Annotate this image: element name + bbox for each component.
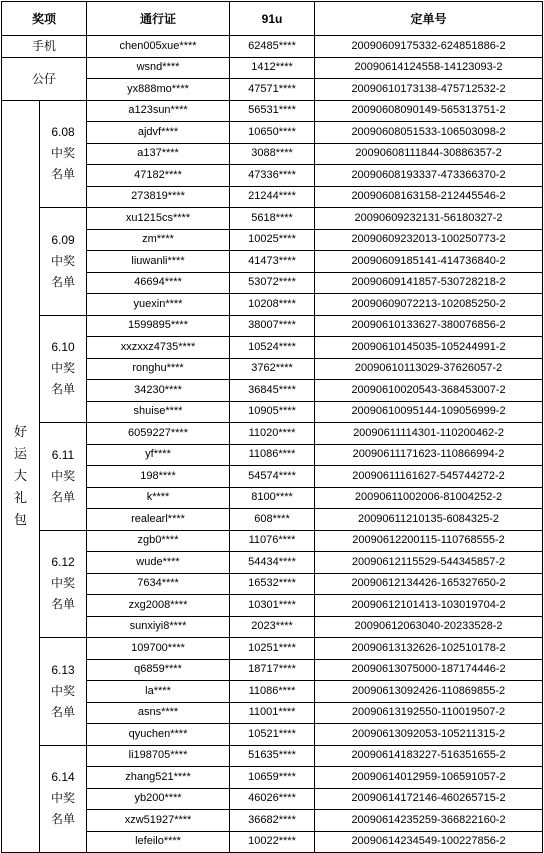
passport-cell: 46694**** — [87, 272, 230, 294]
prize-cell: 手机 — [2, 36, 87, 58]
day-date: 6.13 — [51, 662, 75, 677]
u91-cell: 11001**** — [230, 702, 315, 724]
passport-cell: 198**** — [87, 466, 230, 488]
order-number-cell: 20090611161627-545744272-2 — [315, 466, 543, 488]
order-number-cell: 20090609072213-102085250-2 — [315, 294, 543, 316]
order-number-cell: 20090611002006-81004252-2 — [315, 487, 543, 509]
u91-cell: 36845**** — [230, 380, 315, 402]
order-number-cell: 20090614124558-14123093-2 — [315, 57, 543, 79]
order-number-cell: 20090610113029-37626057-2 — [315, 358, 543, 380]
passport-cell: a137**** — [87, 143, 230, 165]
u91-cell: 608**** — [230, 509, 315, 531]
day-label-cell — [40, 100, 87, 208]
table-row — [2, 638, 543, 660]
day-date: 6.09 — [51, 232, 75, 247]
u91-cell: 3762**** — [230, 358, 315, 380]
order-number-cell: 20090613075000-187174446-2 — [315, 659, 543, 681]
order-number-cell: 20090614183227-516351655-2 — [315, 745, 543, 767]
day-date: 6.12 — [51, 555, 75, 570]
day-label-cell — [40, 745, 87, 853]
day-date: 6.14 — [51, 770, 75, 785]
u91-cell: 11086**** — [230, 444, 315, 466]
passport-cell: 47182**** — [87, 165, 230, 187]
order-number-cell: 20090609185141-414736840-2 — [315, 251, 543, 273]
table-row — [2, 745, 543, 767]
passport-cell: yf**** — [87, 444, 230, 466]
passport-cell: liuwanli**** — [87, 251, 230, 273]
u91-cell: 38007**** — [230, 315, 315, 337]
u91-cell: 54434**** — [230, 552, 315, 574]
passport-cell: lefeilo**** — [87, 831, 230, 853]
u91-cell: 10659**** — [230, 767, 315, 789]
passport-cell: 6059227**** — [87, 423, 230, 445]
u91-cell: 54574**** — [230, 466, 315, 488]
order-number-cell: 20090610133627-380076856-2 — [315, 315, 543, 337]
order-number-cell: 20090609232013-100250773-2 — [315, 229, 543, 251]
u91-cell: 10301**** — [230, 595, 315, 617]
u91-cell: 41473**** — [230, 251, 315, 273]
order-number-cell: 20090610020543-368453007-2 — [315, 380, 543, 402]
u91-cell: 47336**** — [230, 165, 315, 187]
order-number-cell: 20090613092426-110869855-2 — [315, 681, 543, 703]
day-line3: 名单 — [51, 489, 76, 504]
day-line2: 中奖 — [51, 468, 76, 483]
passport-cell: q6859**** — [87, 659, 230, 681]
passport-cell: ajdvf**** — [87, 122, 230, 144]
prize-char: 运 — [13, 446, 27, 462]
day-line2: 中奖 — [51, 576, 76, 591]
order-number-cell: 20090612063040-20233528-2 — [315, 616, 543, 638]
passport-cell: 109700**** — [87, 638, 230, 660]
order-number-cell: 20090614235259-366822160-2 — [315, 810, 543, 832]
order-number-cell: 20090612134426-165327650-2 — [315, 573, 543, 595]
passport-cell: xu1215cs**** — [87, 208, 230, 230]
passport-cell: 1599895**** — [87, 315, 230, 337]
passport-cell: 7634**** — [87, 573, 230, 595]
passport-cell: zm**** — [87, 229, 230, 251]
order-number-cell: 20090610095144-109056999-2 — [315, 401, 543, 423]
prize-cell: 公仔 — [2, 57, 87, 100]
passport-cell: xxzxxz4735**** — [87, 337, 230, 359]
passport-cell: li198705**** — [87, 745, 230, 767]
day-line3: 名单 — [51, 382, 76, 397]
passport-cell: 273819**** — [87, 186, 230, 208]
day-line2: 中奖 — [51, 253, 76, 268]
order-number-cell: 20090609175332-624851886-2 — [315, 36, 543, 58]
order-number-cell: 20090609141857-530728218-2 — [315, 272, 543, 294]
u91-cell: 62485**** — [230, 36, 315, 58]
day-line2: 中奖 — [51, 791, 76, 806]
order-number-cell: 20090608193337-473366370-2 — [315, 165, 543, 187]
header-91u: 91u — [230, 2, 315, 36]
order-number-cell: 20090610173138-475712532-2 — [315, 79, 543, 101]
u91-cell: 21244**** — [230, 186, 315, 208]
table-row — [2, 315, 543, 337]
passport-cell: yuexin**** — [87, 294, 230, 316]
order-number-cell: 20090608111844-30886357-2 — [315, 143, 543, 165]
order-number-cell: 20090614012959-106591057-2 — [315, 767, 543, 789]
u91-cell: 11086**** — [230, 681, 315, 703]
prize-char: 好 — [13, 424, 27, 440]
prize-char: 礼 — [13, 490, 27, 506]
u91-cell: 53072**** — [230, 272, 315, 294]
u91-cell: 10208**** — [230, 294, 315, 316]
day-line2: 中奖 — [51, 146, 76, 161]
u91-cell: 11020**** — [230, 423, 315, 445]
order-number-cell: 20090613192550-110019507-2 — [315, 702, 543, 724]
u91-cell: 5618**** — [230, 208, 315, 230]
order-number-cell: 20090610145035-105244991-2 — [315, 337, 543, 359]
day-line3: 名单 — [51, 167, 76, 182]
u91-cell: 10524**** — [230, 337, 315, 359]
u91-cell: 47571**** — [230, 79, 315, 101]
u91-cell: 36682**** — [230, 810, 315, 832]
order-number-cell: 20090611171623-110866994-2 — [315, 444, 543, 466]
header-row — [2, 2, 543, 36]
day-line3: 名单 — [51, 704, 76, 719]
winners-table — [1, 1, 543, 853]
u91-cell: 10025**** — [230, 229, 315, 251]
u91-cell: 11076**** — [230, 530, 315, 552]
order-number-cell: 20090609232131-56180327-2 — [315, 208, 543, 230]
order-number-cell: 20090614172146-460265715-2 — [315, 788, 543, 810]
header-order-number: 定单号 — [315, 2, 543, 36]
u91-cell: 10521**** — [230, 724, 315, 746]
passport-cell: yx888mo**** — [87, 79, 230, 101]
u91-cell: 3088**** — [230, 143, 315, 165]
order-number-cell: 20090608051533-106503098-2 — [315, 122, 543, 144]
u91-cell: 1412**** — [230, 57, 315, 79]
u91-cell: 10022**** — [230, 831, 315, 853]
passport-cell: asns**** — [87, 702, 230, 724]
passport-cell: zgb0**** — [87, 530, 230, 552]
table-row — [2, 36, 543, 58]
day-label-cell — [40, 638, 87, 746]
day-line3: 名单 — [51, 274, 76, 289]
u91-cell: 56531**** — [230, 100, 315, 122]
u91-cell: 16532**** — [230, 573, 315, 595]
table-row — [2, 530, 543, 552]
passport-cell: realearl**** — [87, 509, 230, 531]
day-label-cell — [40, 315, 87, 423]
table-row — [2, 57, 543, 79]
u91-cell: 10905**** — [230, 401, 315, 423]
day-line2: 中奖 — [51, 361, 76, 376]
passport-cell: wude**** — [87, 552, 230, 574]
prize-char: 大 — [13, 468, 27, 484]
passport-cell: ronghu**** — [87, 358, 230, 380]
passport-cell: wsnd**** — [87, 57, 230, 79]
day-date: 6.11 — [51, 447, 75, 462]
order-number-cell: 20090611210135-6084325-2 — [315, 509, 543, 531]
passport-cell: chen005xue**** — [87, 36, 230, 58]
prize-cell-vertical — [2, 100, 40, 853]
order-number-cell: 20090611114301-110200462-2 — [315, 423, 543, 445]
passport-cell: sunxiyi8**** — [87, 616, 230, 638]
day-date: 6.10 — [51, 340, 75, 355]
passport-cell: zhang521**** — [87, 767, 230, 789]
u91-cell: 10650**** — [230, 122, 315, 144]
u91-cell: 2023**** — [230, 616, 315, 638]
passport-cell: shuise**** — [87, 401, 230, 423]
day-line3: 名单 — [51, 597, 76, 612]
passport-cell: 34230**** — [87, 380, 230, 402]
header-passport: 通行证 — [87, 2, 230, 36]
passport-cell: a123sun**** — [87, 100, 230, 122]
order-number-cell: 20090613092053-105211315-2 — [315, 724, 543, 746]
u91-cell: 18717**** — [230, 659, 315, 681]
header-prize: 奖项 — [2, 2, 87, 36]
day-line3: 名单 — [51, 812, 76, 827]
passport-cell: yb200**** — [87, 788, 230, 810]
passport-cell: zxg2008**** — [87, 595, 230, 617]
order-number-cell: 20090612115529-544345857-2 — [315, 552, 543, 574]
order-number-cell: 20090608090149-565313751-2 — [315, 100, 543, 122]
u91-cell: 8100**** — [230, 487, 315, 509]
day-label-cell — [40, 423, 87, 531]
u91-cell: 51635**** — [230, 745, 315, 767]
day-label-cell — [40, 208, 87, 316]
table-row — [2, 208, 543, 230]
order-number-cell: 20090612101413-103019704-2 — [315, 595, 543, 617]
table-row — [2, 100, 543, 122]
order-number-cell: 20090614234549-100227856-2 — [315, 831, 543, 853]
u91-cell: 10251**** — [230, 638, 315, 660]
day-date: 6.08 — [51, 125, 75, 140]
table-row — [2, 423, 543, 445]
passport-cell: xzw51927**** — [87, 810, 230, 832]
passport-cell: qyuchen**** — [87, 724, 230, 746]
order-number-cell: 20090612200115-110768555-2 — [315, 530, 543, 552]
u91-cell: 46026**** — [230, 788, 315, 810]
day-line2: 中奖 — [51, 683, 76, 698]
day-label-cell — [40, 530, 87, 638]
prize-char: 包 — [13, 512, 27, 528]
passport-cell: la**** — [87, 681, 230, 703]
passport-cell: k**** — [87, 487, 230, 509]
order-number-cell: 20090613132626-102510178-2 — [315, 638, 543, 660]
order-number-cell: 20090608163158-212445546-2 — [315, 186, 543, 208]
